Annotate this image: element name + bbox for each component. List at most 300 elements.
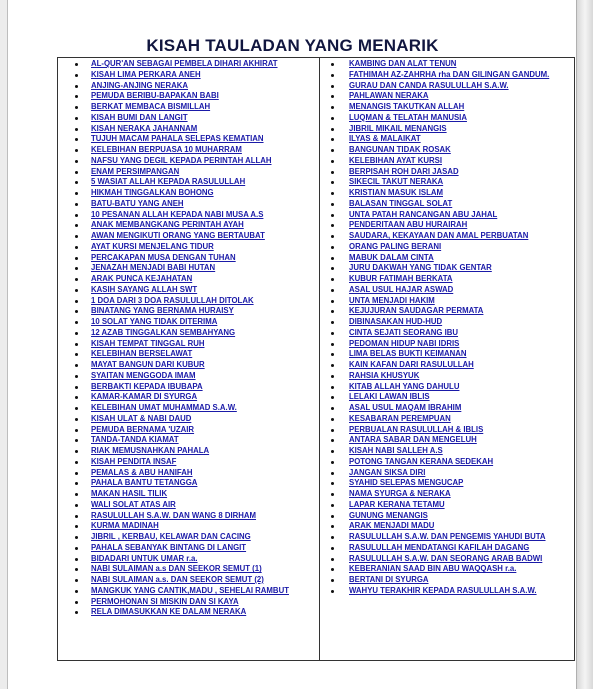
bullet-icon <box>75 472 78 475</box>
bullet-icon <box>331 192 334 195</box>
story-link[interactable]: ARAK MENJADI MADU <box>349 521 435 531</box>
bullet-icon <box>75 192 78 195</box>
story-link[interactable]: RAHSIA KHUSYUK <box>349 370 420 380</box>
story-link[interactable]: BATU-BATU YANG ANEH <box>91 198 184 208</box>
story-list-item <box>58 371 319 382</box>
bullet-icon <box>331 224 334 227</box>
page-title: KISAH TAULADAN YANG MENARIK <box>146 36 439 55</box>
story-list-item <box>58 306 319 317</box>
story-list-item <box>320 446 574 457</box>
story-link[interactable]: BALASAN TINGGAL SOLAT <box>349 198 453 208</box>
bullet-icon <box>331 375 334 378</box>
bullet-icon <box>331 547 334 550</box>
story-list-item <box>320 575 574 586</box>
bullet-icon <box>75 160 78 163</box>
story-list-item <box>58 339 319 350</box>
story-link[interactable]: PERCAKAPAN MUSA DENGAN TUHAN <box>91 252 236 262</box>
bullet-icon <box>331 482 334 485</box>
story-link[interactable]: KURMA MADINAH <box>91 521 159 531</box>
story-link[interactable]: TUJUH MACAM PAHALA SELEPAS KEMATIAN <box>91 134 264 144</box>
story-list-item <box>58 414 319 425</box>
story-link[interactable]: GUNUNG MENANGIS <box>349 510 428 520</box>
bullet-icon <box>331 590 334 593</box>
story-list-item <box>320 70 574 81</box>
story-link[interactable]: RASULULLAH MENDATANGI KAFILAH DAGANG <box>349 542 530 552</box>
story-link[interactable]: MAYAT BANGUN DARI KUBUR <box>91 360 205 369</box>
story-list-item <box>320 425 574 436</box>
story-link[interactable]: PEMUDA BERNAMA 'UZAIR <box>91 424 195 434</box>
bullet-icon <box>75 321 78 324</box>
bullet-icon <box>331 257 334 260</box>
bullet-icon <box>75 74 78 77</box>
story-list-item <box>320 457 574 468</box>
story-list-item <box>320 145 574 156</box>
story-list-item <box>58 156 319 167</box>
bullet-icon <box>75 558 78 561</box>
story-list-item <box>58 134 319 145</box>
story-link[interactable]: SYAHID SELEPAS MENGUCAP <box>349 478 464 488</box>
bullet-icon <box>75 568 78 571</box>
story-link[interactable]: PEMALAS & ABU HANIFAH <box>91 467 193 477</box>
story-list-item <box>58 586 319 597</box>
story-list-item <box>58 500 319 511</box>
story-link[interactable]: NABI SULAIMAN a.s. DAN SEEKOR SEMUT (2) <box>91 575 264 584</box>
left-column <box>58 58 320 660</box>
story-link[interactable]: KESABARAN PEREMPUAN <box>349 413 451 423</box>
bullet-icon <box>75 461 78 464</box>
story-link[interactable]: ANTARA SABAR DAN MENGELUH <box>349 435 477 445</box>
story-link[interactable]: KISAH PENDITA INSAF <box>91 456 177 466</box>
story-list-item <box>58 113 319 124</box>
story-link[interactable]: RELA DIMASUKKAN KE DALAM NERAKA <box>91 607 247 617</box>
document-page <box>7 0 578 689</box>
story-list-item <box>58 532 319 543</box>
story-link[interactable]: CINTA SEJATI SEORANG IBU <box>349 327 459 337</box>
bullet-icon <box>75 106 78 109</box>
bullet-icon <box>331 128 334 131</box>
story-link[interactable]: KEJUJURAN SAUDAGAR PERMATA <box>349 306 484 316</box>
story-list-item <box>320 263 574 274</box>
story-list-item <box>320 167 574 178</box>
story-list-item <box>58 59 319 70</box>
bullet-icon <box>75 515 78 518</box>
story-list-item <box>58 231 319 242</box>
story-list-item <box>58 425 319 436</box>
bullet-icon <box>331 321 334 324</box>
bullet-icon <box>75 117 78 120</box>
bullet-icon <box>75 149 78 152</box>
bullet-icon <box>75 429 78 432</box>
bullet-icon <box>75 343 78 346</box>
bullet-icon <box>75 407 78 410</box>
right-story-list <box>320 59 574 597</box>
bullet-icon <box>75 482 78 485</box>
bullet-icon <box>75 332 78 335</box>
story-link[interactable]: ANJING-ANJING NERAKA <box>91 80 189 90</box>
story-list-item <box>320 220 574 231</box>
story-link[interactable]: GURAU DAN CANDA RASULULLAH S.A.W. <box>349 80 509 90</box>
bullet-icon <box>75 386 78 389</box>
story-link[interactable]: PERMOHONAN SI MISKIN DAN SI KAYA <box>91 596 239 606</box>
story-list-item <box>58 263 319 274</box>
story-list-item <box>58 435 319 446</box>
story-link[interactable]: RIAK MEMUSNAHKAN PAHALA <box>91 446 210 455</box>
bullet-icon <box>331 525 334 528</box>
bullet-icon <box>75 181 78 184</box>
story-link[interactable]: AYAT KURSI MENJELANG TIDUR <box>91 241 214 251</box>
story-list-item <box>320 81 574 92</box>
bullet-icon <box>75 536 78 539</box>
bullet-icon <box>331 343 334 346</box>
story-link[interactable]: BERKAT MEMBACA BISMILLAH <box>91 102 211 111</box>
story-list-item <box>320 199 574 210</box>
story-link[interactable]: ANAK MEMBANGKANG PERINTAH AYAH <box>91 220 244 230</box>
bullet-icon <box>75 257 78 260</box>
story-link[interactable]: PAHLAWAN NERAKA <box>349 91 429 101</box>
story-link[interactable]: FATHIMAH AZ-ZAHRHA rha DAN GILINGAN GANDUM. <box>349 69 550 79</box>
story-list-item <box>320 253 574 264</box>
story-list-item <box>58 328 319 339</box>
bullet-icon <box>331 300 334 303</box>
story-list-item <box>320 177 574 188</box>
story-list-item <box>320 231 574 242</box>
bullet-icon <box>75 396 78 399</box>
story-table <box>57 57 575 661</box>
bullet-icon <box>75 171 78 174</box>
bullet-icon <box>331 386 334 389</box>
story-list-item <box>58 468 319 479</box>
story-list-item <box>58 597 319 608</box>
bullet-icon <box>331 558 334 561</box>
story-link[interactable]: UNTA MENJADI HAKIM <box>349 295 435 305</box>
story-list-item <box>320 543 574 554</box>
story-link[interactable]: WAHYU TERAKHIR KEPADA RASULULLAH S.A.W. <box>349 585 537 595</box>
story-link[interactable]: DIBINASAKAN HUD-HUD <box>349 317 443 326</box>
story-link[interactable]: 12 AZAB TINGGALKAN SEMBAHYANG <box>91 327 236 337</box>
story-link[interactable]: PERBUALAN RASULULLAH & IBLIS <box>349 424 484 434</box>
story-link[interactable]: KISAH ULAT & NABI DAUD <box>91 413 192 423</box>
story-list-item <box>58 91 319 102</box>
story-list-item <box>58 253 319 264</box>
story-list-item <box>320 371 574 382</box>
story-link[interactable]: KISAH NABI SALLEH A.S <box>349 446 443 455</box>
bullet-icon <box>331 95 334 98</box>
story-link[interactable]: ILYAS & MALAIKAT <box>349 134 421 144</box>
bullet-icon <box>331 353 334 356</box>
story-link[interactable]: KITAB ALLAH YANG DAHULU <box>349 381 460 391</box>
bullet-icon <box>75 450 78 453</box>
bullet-icon <box>331 171 334 174</box>
bullet-icon <box>75 601 78 604</box>
story-link[interactable]: 10 SOLAT YANG TIDAK DITERIMA <box>91 317 218 326</box>
story-link[interactable]: MAKAN HASIL TILIK <box>91 489 168 498</box>
story-list-item <box>58 145 319 156</box>
right-column <box>320 58 574 660</box>
story-link[interactable]: 10 PESANAN ALLAH KEPADA NABI MUSA A.S <box>91 209 264 219</box>
story-list-item <box>58 564 319 575</box>
story-list-item <box>320 102 574 113</box>
story-link[interactable]: KELEBIHAN AYAT KURSI <box>349 155 442 165</box>
bullet-icon <box>331 493 334 496</box>
bullet-icon <box>331 138 334 141</box>
bullet-icon <box>331 214 334 217</box>
story-link[interactable]: KAMAR-KAMAR DI SYURGA <box>91 392 198 402</box>
story-list-item <box>320 328 574 339</box>
bullet-icon <box>75 310 78 313</box>
story-list-item <box>320 521 574 532</box>
story-list-item <box>320 349 574 360</box>
story-link[interactable]: MABUK DALAM CINTA <box>349 252 434 262</box>
story-list-item <box>320 392 574 403</box>
story-link[interactable]: JIBRIL , KERBAU, KELAWAR DAN CACING <box>91 532 251 541</box>
story-list-item <box>320 59 574 70</box>
story-link[interactable]: RASULULLAH S.A.W. DAN WANG 8 DIRHAM <box>91 510 257 520</box>
story-link[interactable]: BERTANI DI SYURGA <box>349 575 429 584</box>
story-list-item <box>320 468 574 479</box>
story-link[interactable]: KAIN KAFAN DARI RASULULLAH <box>349 360 474 369</box>
story-list-item <box>58 554 319 565</box>
left-story-list <box>58 59 319 618</box>
story-list-item <box>320 489 574 500</box>
bullet-icon <box>331 407 334 410</box>
story-list-item <box>320 306 574 317</box>
bullet-icon <box>331 246 334 249</box>
story-link[interactable]: WALI SOLAT ATAS AIR <box>91 499 176 509</box>
story-link[interactable]: KISAH TEMPAT TINGGAL RUH <box>91 338 205 348</box>
bullet-icon <box>331 310 334 313</box>
story-link[interactable]: SIKECIL TAKUT NERAKA <box>349 177 444 187</box>
story-list-item <box>58 210 319 221</box>
bullet-icon <box>75 353 78 356</box>
story-list-item <box>58 382 319 393</box>
bullet-icon <box>75 590 78 593</box>
story-list-item <box>58 360 319 371</box>
bullet-icon <box>331 429 334 432</box>
story-link[interactable]: LAPAR KERANA TETAMU <box>349 499 445 509</box>
story-list-item <box>320 500 574 511</box>
story-list-item <box>58 511 319 522</box>
bullet-icon <box>331 106 334 109</box>
story-list-item <box>58 285 319 296</box>
bullet-icon <box>75 246 78 249</box>
story-list-item <box>58 242 319 253</box>
bullet-icon <box>75 439 78 442</box>
story-list-item <box>58 392 319 403</box>
bullet-icon <box>75 224 78 227</box>
story-list-item <box>320 285 574 296</box>
story-link[interactable]: KISAH BUMI DAN LANGIT <box>91 112 188 122</box>
story-link[interactable]: AL-QUR'AN SEBAGAI PEMBELA DIHARI AKHIRAT <box>91 59 278 68</box>
bullet-icon <box>331 149 334 152</box>
story-list-item <box>320 478 574 489</box>
bullet-icon <box>75 95 78 98</box>
story-link[interactable]: ORANG PALING BERANI <box>349 241 442 251</box>
story-link[interactable]: SYAITAN MENGGODA IMAM <box>91 370 196 380</box>
bullet-icon <box>331 160 334 163</box>
bullet-icon <box>75 235 78 238</box>
story-list-item <box>58 489 319 500</box>
story-list-item <box>320 414 574 425</box>
bullet-icon <box>75 611 78 614</box>
story-link[interactable]: RASULULLAH S.A.W. DAN PENGEMIS YAHUDI BUTA <box>349 532 546 541</box>
story-list-item <box>58 457 319 468</box>
bullet-icon <box>331 579 334 582</box>
bullet-icon <box>75 85 78 88</box>
story-list-item <box>58 296 319 307</box>
bullet-icon <box>331 536 334 539</box>
bullet-icon <box>75 214 78 217</box>
story-list-item <box>58 575 319 586</box>
story-list-item <box>320 296 574 307</box>
story-list-item <box>58 478 319 489</box>
story-link[interactable]: RASULULLAH S.A.W. DAN SEORANG ARAB BADWI <box>349 553 543 563</box>
bullet-icon <box>331 181 334 184</box>
vertical-scrollbar[interactable] <box>576 0 593 689</box>
bullet-icon <box>331 504 334 507</box>
story-list-item <box>320 511 574 522</box>
story-link[interactable]: MENANGIS TAKUTKAN ALLAH <box>349 102 465 111</box>
story-link[interactable]: TANDA-TANDA KIAMAT <box>91 435 179 445</box>
bullet-icon <box>331 568 334 571</box>
bullet-icon <box>75 289 78 292</box>
story-link[interactable]: KELEBIHAN BERPUASA 10 MUHARRAM <box>91 145 242 154</box>
story-link[interactable]: BINATANG YANG BERNAMA HURAISY <box>91 306 234 316</box>
story-link[interactable]: PEMUDA BERIBU-BAPAKAN BABI <box>91 91 219 101</box>
story-list-item <box>58 349 319 360</box>
story-link[interactable]: JURU DAKWAH YANG TIDAK GENTAR <box>349 263 492 273</box>
story-link[interactable]: ARAK PUNCA KEJAHATAN <box>91 274 193 283</box>
story-link[interactable]: ASAL USUL HAJAR ASWAD <box>349 284 454 294</box>
bullet-icon <box>75 504 78 507</box>
story-list-item <box>320 339 574 350</box>
story-list-item <box>320 242 574 253</box>
story-link[interactable]: NAFSU YANG DEGIL KEPADA PERINTAH ALLAH <box>91 155 272 165</box>
bullet-icon <box>331 439 334 442</box>
story-link[interactable]: PAHALA BANTU TETANGGA <box>91 478 198 488</box>
bullet-icon <box>75 547 78 550</box>
story-link[interactable]: UNTA PATAH RANCANGAN ABU JAHAL <box>349 209 498 219</box>
story-link[interactable]: 1 DOA DARI 3 DOA RASULULLAH DITOLAK <box>91 295 254 305</box>
story-link[interactable]: BERBAKTI KEPADA IBUBAPA <box>91 381 203 391</box>
story-link[interactable]: SAUDARA, KEKAYAAN DAN AMAL PERBUATAN <box>349 231 529 240</box>
story-list-item <box>320 317 574 328</box>
bullet-icon <box>75 203 78 206</box>
story-link[interactable]: LUQMAN & TELATAH MANUSIA <box>349 112 467 122</box>
bullet-icon <box>331 515 334 518</box>
bullet-icon <box>331 461 334 464</box>
story-list-item <box>58 446 319 457</box>
bullet-icon <box>331 472 334 475</box>
bullet-icon <box>75 525 78 528</box>
bullet-icon <box>331 267 334 270</box>
bullet-icon <box>75 128 78 131</box>
story-list-item <box>58 317 319 328</box>
story-link[interactable]: KELEBIHAN UMAT MUHAMMAD S.A.W. <box>91 403 237 412</box>
bullet-icon <box>331 450 334 453</box>
story-link[interactable]: BIDADARI UNTUK UMAR r.a. <box>91 553 198 563</box>
story-list-item <box>58 607 319 618</box>
bullet-icon <box>75 364 78 367</box>
story-link[interactable]: KEBERANIAN SAAD BIN ABU WAQQASH r.a. <box>349 564 517 574</box>
story-link[interactable]: KRISTIAN MASUK ISLAM <box>349 188 443 197</box>
story-list-item <box>58 274 319 285</box>
story-list-item <box>320 134 574 145</box>
story-link[interactable]: LELAKI LAWAN IBLIS <box>349 392 430 402</box>
story-link[interactable]: KUBUR FATIMAH BERKATA <box>349 274 453 283</box>
story-link[interactable]: JIBRIL MIKAIL MENANGIS <box>349 123 447 133</box>
story-list-item <box>320 382 574 393</box>
bullet-icon <box>331 396 334 399</box>
story-list-item <box>58 403 319 414</box>
bullet-icon <box>331 63 334 66</box>
story-link[interactable]: 5 WASIAT ALLAH KEPADA RASULULLAH <box>91 177 246 187</box>
bullet-icon <box>331 85 334 88</box>
story-link[interactable]: PEDOMAN HIDUP NABI IDRIS <box>349 338 460 348</box>
story-link[interactable]: KELEBIHAN BERSELAWAT <box>91 349 193 359</box>
story-link[interactable]: PAHALA SEBANYAK BINTANG DI LANGIT <box>91 542 247 552</box>
bullet-icon <box>331 364 334 367</box>
bullet-icon <box>75 300 78 303</box>
story-link[interactable]: LIMA BELAS BUKTI KEIMANAN <box>349 349 467 359</box>
story-link[interactable]: ASAL USUL MAQAM IBRAHIM <box>349 403 462 412</box>
story-link[interactable]: KAMBING DAN ALAT TENUN <box>349 59 457 68</box>
story-list-item <box>320 586 574 597</box>
story-link[interactable]: PENDERITAAN ABU HURAIRAH <box>349 220 468 230</box>
bullet-icon <box>331 235 334 238</box>
story-list-item <box>320 210 574 221</box>
bullet-icon <box>75 63 78 66</box>
story-link[interactable]: KASIH SAYANG ALLAH SWT <box>91 284 198 294</box>
story-list-item <box>58 220 319 231</box>
story-link[interactable]: HIKMAH TINGGALKAN BOHONG <box>91 188 214 197</box>
story-link[interactable]: KISAH LIMA PERKARA ANEH <box>91 69 201 79</box>
story-link[interactable]: AWAN MENGIKUTI ORANG YANG BERTAUBAT <box>91 231 265 240</box>
story-list-item <box>58 102 319 113</box>
bullet-icon <box>75 278 78 281</box>
story-list-item <box>58 167 319 178</box>
story-list-item <box>320 554 574 565</box>
story-link[interactable]: BERPISAH ROH DARI JASAD <box>349 166 459 176</box>
story-list-item <box>320 532 574 543</box>
story-list-item <box>58 543 319 554</box>
bullet-icon <box>331 332 334 335</box>
story-link[interactable]: ENAM PERSIMPANGAN <box>91 166 180 176</box>
story-list-item <box>58 199 319 210</box>
bullet-icon <box>75 579 78 582</box>
story-list-item <box>320 274 574 285</box>
story-link[interactable]: JANGAN SIKSA DIRI <box>349 467 426 477</box>
story-list-item <box>320 113 574 124</box>
bullet-icon <box>331 418 334 421</box>
bullet-icon <box>75 267 78 270</box>
story-link[interactable]: POTONG TANGAN KERANA SEDEKAH <box>349 456 494 466</box>
story-link[interactable]: NABI SULAIMAN a.s DAN SEEKOR SEMUT (1) <box>91 564 262 574</box>
bullet-icon <box>75 493 78 496</box>
story-link[interactable]: BANGUNAN TIDAK ROSAK <box>349 145 451 154</box>
story-link[interactable]: JENAZAH MENJADI BABI HUTAN <box>91 263 216 273</box>
bullet-icon <box>331 278 334 281</box>
story-list-item <box>58 521 319 532</box>
story-list-item <box>320 435 574 446</box>
story-list-item <box>320 91 574 102</box>
story-list-item <box>320 156 574 167</box>
story-list-item <box>58 124 319 135</box>
bullet-icon <box>75 375 78 378</box>
story-link[interactable]: MANGKUK YANG CANTIK,MADU , SEHELAI RAMBUT <box>91 585 289 595</box>
story-link[interactable]: KISAH NERAKA JAHANNAM <box>91 123 198 133</box>
story-list-item <box>58 177 319 188</box>
story-link[interactable]: NAMA SYURGA & NERAKA <box>349 489 451 498</box>
